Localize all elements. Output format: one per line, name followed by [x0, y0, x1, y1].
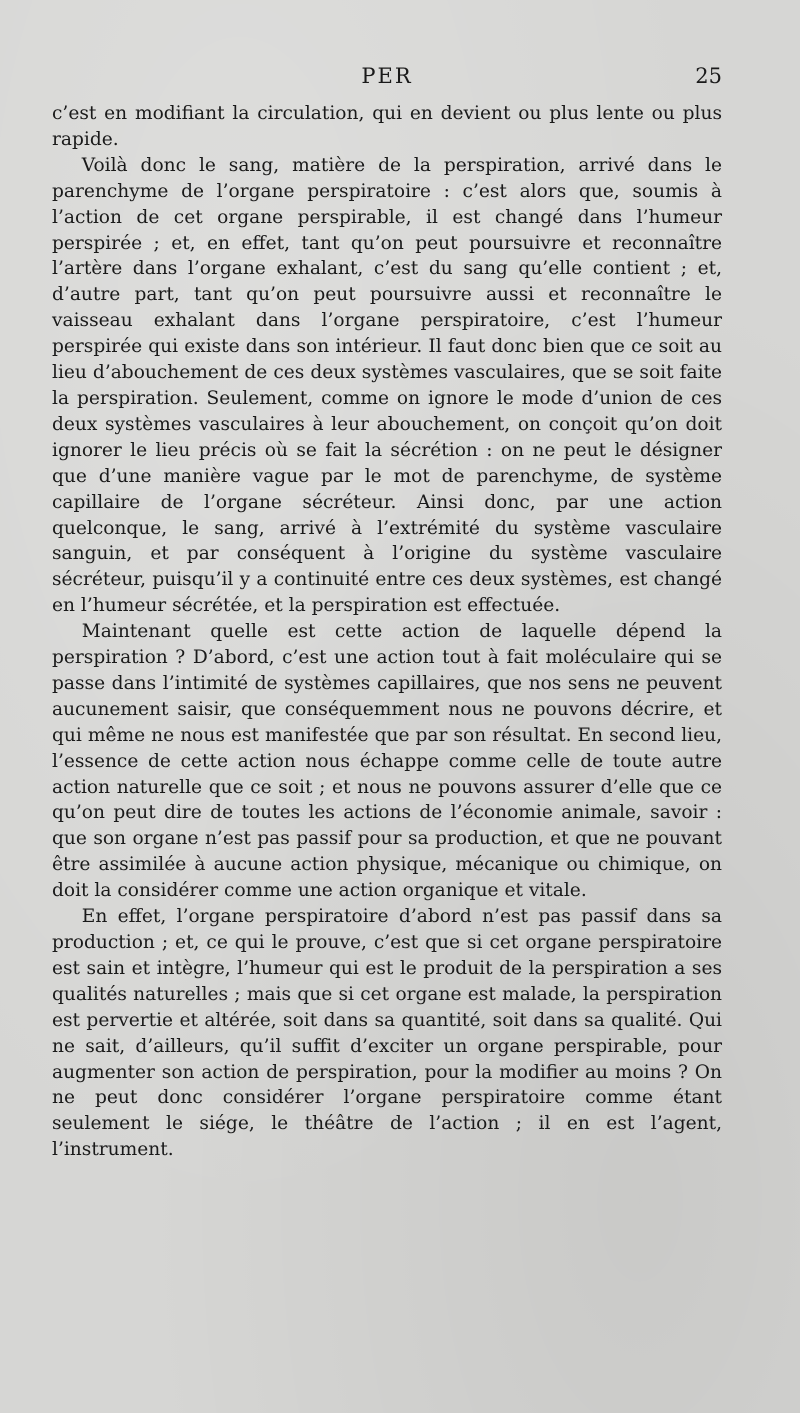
body-text	[52, 101, 722, 1163]
paragraph: c’est en modifiant la circulation, qui en devient ou plus lente ou plus rapide.	[52, 103, 722, 150]
paragraph: Maintenant quelle est cette action de laquelle dépend la perspiration ? D’abord, c’est une action tout à fait moléculaire qui se passe dans l’intimité de systèmes capillaires, que nos sens ne peuvent aucunement saisir, que conséquemment nous ne pouvons décrire, et qui même ne nous est manifestée que par son résultat. En second lieu, l’essence de cette action nous échappe comme celle de toute autre action naturelle que ce soit ; et nous ne pouvons assurer d’elle que ce qu’on peut dire de toutes les actions de l’économie animale, savoir : que son organe n’est pas passif pour sa production, et que ne pouvant être assimilée à aucune action physique, mécanique ou chimique, on doit la considérer comme une action organique et vitale.	[52, 621, 722, 902]
running-head: PER	[361, 64, 413, 88]
page-number: 25	[695, 64, 722, 88]
page-header	[52, 64, 722, 94]
paragraph: En effet, l’organe perspiratoire d’abord n’est pas passif dans sa production ; et, ce qui le prouve, c’est que si cet organe perspiratoire est sain et intègre, l’humeur qui est le produit de la perspiration a ses qualités naturelles ; mais que si cet organe est malade, la perspiration est pervertie et altérée, soit dans sa quantité, soit dans sa qualité. Qui ne sait, d’ailleurs, qu’il suffit d’exciter un organe perspirable, pour augmenter son action de perspiration, pour la modifier au moins ? On ne peut donc considérer l’organe perspiratoire comme étant seulement le siége, le théâtre de l’action ; il en est l’agent, l’instrument.	[52, 906, 722, 1161]
paragraph: Voilà donc le sang, matière de la perspiration, arrivé dans le parenchyme de l’organe perspiratoire : c’est alors que, soumis à l’action de cet organe perspirable, il est changé dans l’humeur perspirée ; et, en effet, tant qu’on peut poursuivre et reconnaître l’artère dans l’organe exhalant, c’est du sang qu’elle contient ; et, d’autre part, tant qu’on peut poursuivre aussi et reconnaître le vaisseau exhalant dans l’organe perspiratoire, c’est l’humeur perspirée qui existe dans son intérieur. Il faut donc bien que ce soit au lieu d’abouchement de ces deux systèmes vasculaires, que se soit faite la perspiration. Seulement, comme on ignore le mode d’union de ces deux systèmes vasculaires à leur abouchement, on conçoit qu’on doit ignorer le lieu précis où se fait la sécrétion : on ne peut le désigner que d’une manière vague par le mot de parenchyme, de système capillaire de l’organe sécréteur. Ainsi donc, par une action quelconque, le sang, arrivé à l’extrémité du système vasculaire sanguin, et par conséquent à l’origine du système vasculaire sécréteur, puisqu’il y a continuité entre ces deux systèmes, est changé en l’humeur sécrétée, et la perspiration est effectuée.	[52, 154, 722, 617]
